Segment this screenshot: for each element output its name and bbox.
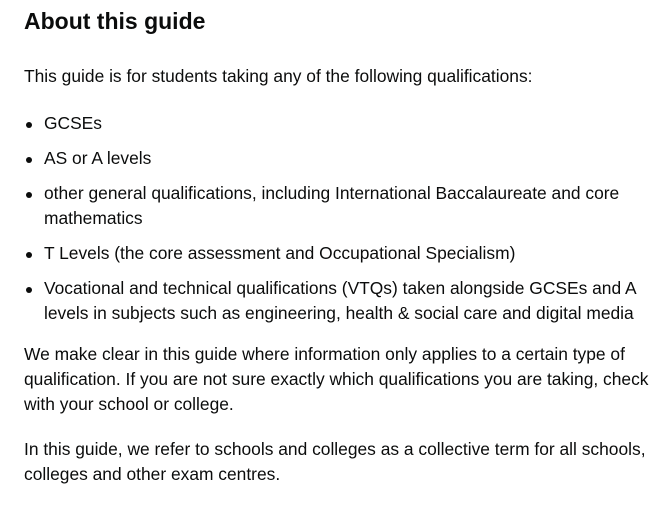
section-title: About this guide [24,8,206,34]
intro-text: This guide is for students taking any of the following qualifications: [24,66,533,86]
list-item-text: GCSEs [44,113,102,133]
bullet-icon [26,157,32,163]
list-item-text: other general qualifications, including International Baccalaureate and core mathematics [44,183,620,228]
list-item-text: Vocational and technical qualifications (VTQs) taken alongside GCSEs and A levels in subjects such as engineering, health & social care and digital media [44,278,636,323]
bullet-icon [26,252,32,258]
bullet-icon [26,192,32,198]
qualification-clarification-paragraph: We make clear in this guide where information only applies to a certain type of qualification. If you are not sure exactly which qualifications you are taking, check with your school or college. [24,344,649,414]
list-item-text: T Levels (the core assessment and Occupational Specialism) [44,243,516,263]
list-item [24,146,658,171]
terminology-paragraph: In this guide, we refer to schools and colleges as a collective term for all schools, colleges and other exam centres. [24,439,646,484]
list-item [24,111,658,136]
bullet-icon [26,287,32,293]
list-item [24,181,658,231]
qualifications-list [24,111,658,326]
bullet-icon [26,122,32,128]
list-item-text: AS or A levels [44,148,152,168]
list-item [24,241,658,266]
list-item [24,276,658,326]
